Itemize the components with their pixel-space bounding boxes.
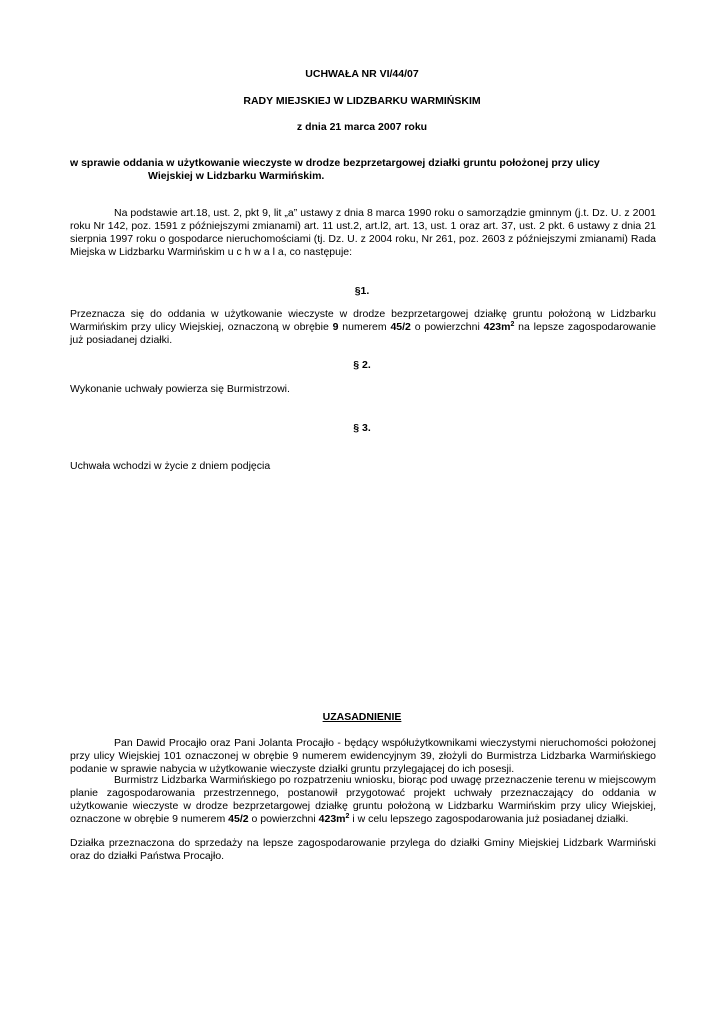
section-3-heading: § 3. <box>353 422 371 434</box>
justification-p2-text-a: Burmistrz Lidzbarka Warmińskiego po rozpatrzeniu wniosku, biorąc pod uwagę przeznaczenie terenu w miejscowym planie zagospodarowania przestrzennego, postanowił przygotować projekt uchwały przeznaczający do oddania w użytkowanie wieczyste w drodze bezprzetargowej działkę gruntu położoną w Lidzbarku Warmińskim przy ulicy Wiejskiej, oznaczone w obrębie 9 numerem <box>70 774 656 825</box>
section-2-heading: § 2. <box>353 359 371 371</box>
justification-paragraph-3: Działka przeznaczona do sprzedaży na lepsze zagospodarowanie przylega do działki Gminy Miejskiej Lidzbark Warmiński oraz do działki Państwa Procajło. <box>70 837 656 862</box>
section-1-text-b: numerem <box>338 321 391 333</box>
section-1-text-a: Przeznacza się do oddania w użytkowanie wieczyste w drodze bezprzetargowej działkę gruntu położoną w Lidzbarku Warmińskim przy ulicy Wiejskiej, oznaczoną w obrębie <box>70 308 656 333</box>
section-1-text-d: na lepsze zagospodarowanie już posiadanej działki. <box>70 321 656 346</box>
justification-p2-text-b: o powierzchni <box>248 813 319 825</box>
section-1-text <box>70 308 656 347</box>
resolution-subject <box>70 157 656 183</box>
subject-line-2: Wiejskiej w Lidzbarku Warmińskim. <box>148 170 325 182</box>
justification-paragraph-2 <box>70 774 656 826</box>
section-2-text: Wykonanie uchwały powierza się Burmistrzowi. <box>70 383 290 395</box>
council-name: RADY MIEJSKIEJ W LIDZBARKU WARMIŃSKIM <box>243 95 481 107</box>
area-superscript: 2 <box>510 321 515 328</box>
subject-line-1: w sprawie oddania w użytkowanie wieczyste w drodze bezprzetargowej działki gruntu położonej przy ulicy <box>70 157 600 169</box>
section-1-text-c: o powierzchni <box>410 321 484 333</box>
resolution-title: UCHWAŁA NR VI/44/07 <box>305 68 419 80</box>
parcel-area: 423m <box>483 321 511 333</box>
legal-basis-paragraph: Na podstawie art.18, ust. 2, pkt 9, lit „a” ustawy z dnia 8 marca 1990 roku o samorządzie gminnym (j.t. Dz. U. z 2001 roku Nr 142, poz. 1591 z późniejszymi zmianami) art. 11 ust.2, art.l2, art. 13, ust. 1 oraz art. 37, ust. 2 pkt. 6 ustawy z dnia 21 sierpnia 1997 roku o gospodarce nieruchomościami (tj. Dz. U. z 2004 roku, Nr 261, poz. 2603 z późniejszymi zmianami) Rada Miejska w Lidzbarku Warmińskim u c h w a l a, co następuje: <box>70 207 656 258</box>
parcel-number: 45/2 <box>390 321 411 333</box>
justification-title: UZASADNIENIE <box>322 711 402 723</box>
resolution-date: z dnia 21 marca 2007 roku <box>296 121 428 133</box>
section-1-heading: §1. <box>354 285 370 297</box>
justification-paragraph-1: Pan Dawid Procajło oraz Pani Jolanta Procajło - będący współużytkownikami wieczystymi nieruchomości położonej przy ulicy Wiejskiej 101 oznaczonej w obrębie 9 numerem ewidencyjnym 39, złożyli do Burmistrza Lidzbarka Warmińskiego podanie w sprawie nabycia w użytkowanie wieczyste działki gruntu przylegającej do ich posesji. <box>70 737 656 775</box>
precinct-number: 9 <box>332 321 339 333</box>
justification-p2-text-c: i w celu lepszego zagospodarowania już posiadanej działki. <box>349 813 629 825</box>
justification-parcel-number: 45/2 <box>228 813 249 825</box>
section-3-text: Uchwała wchodzi w życie z dniem podjęcia <box>70 460 271 472</box>
justification-area-superscript: 2 <box>345 813 350 820</box>
justification-parcel-area: 423m <box>318 813 346 825</box>
